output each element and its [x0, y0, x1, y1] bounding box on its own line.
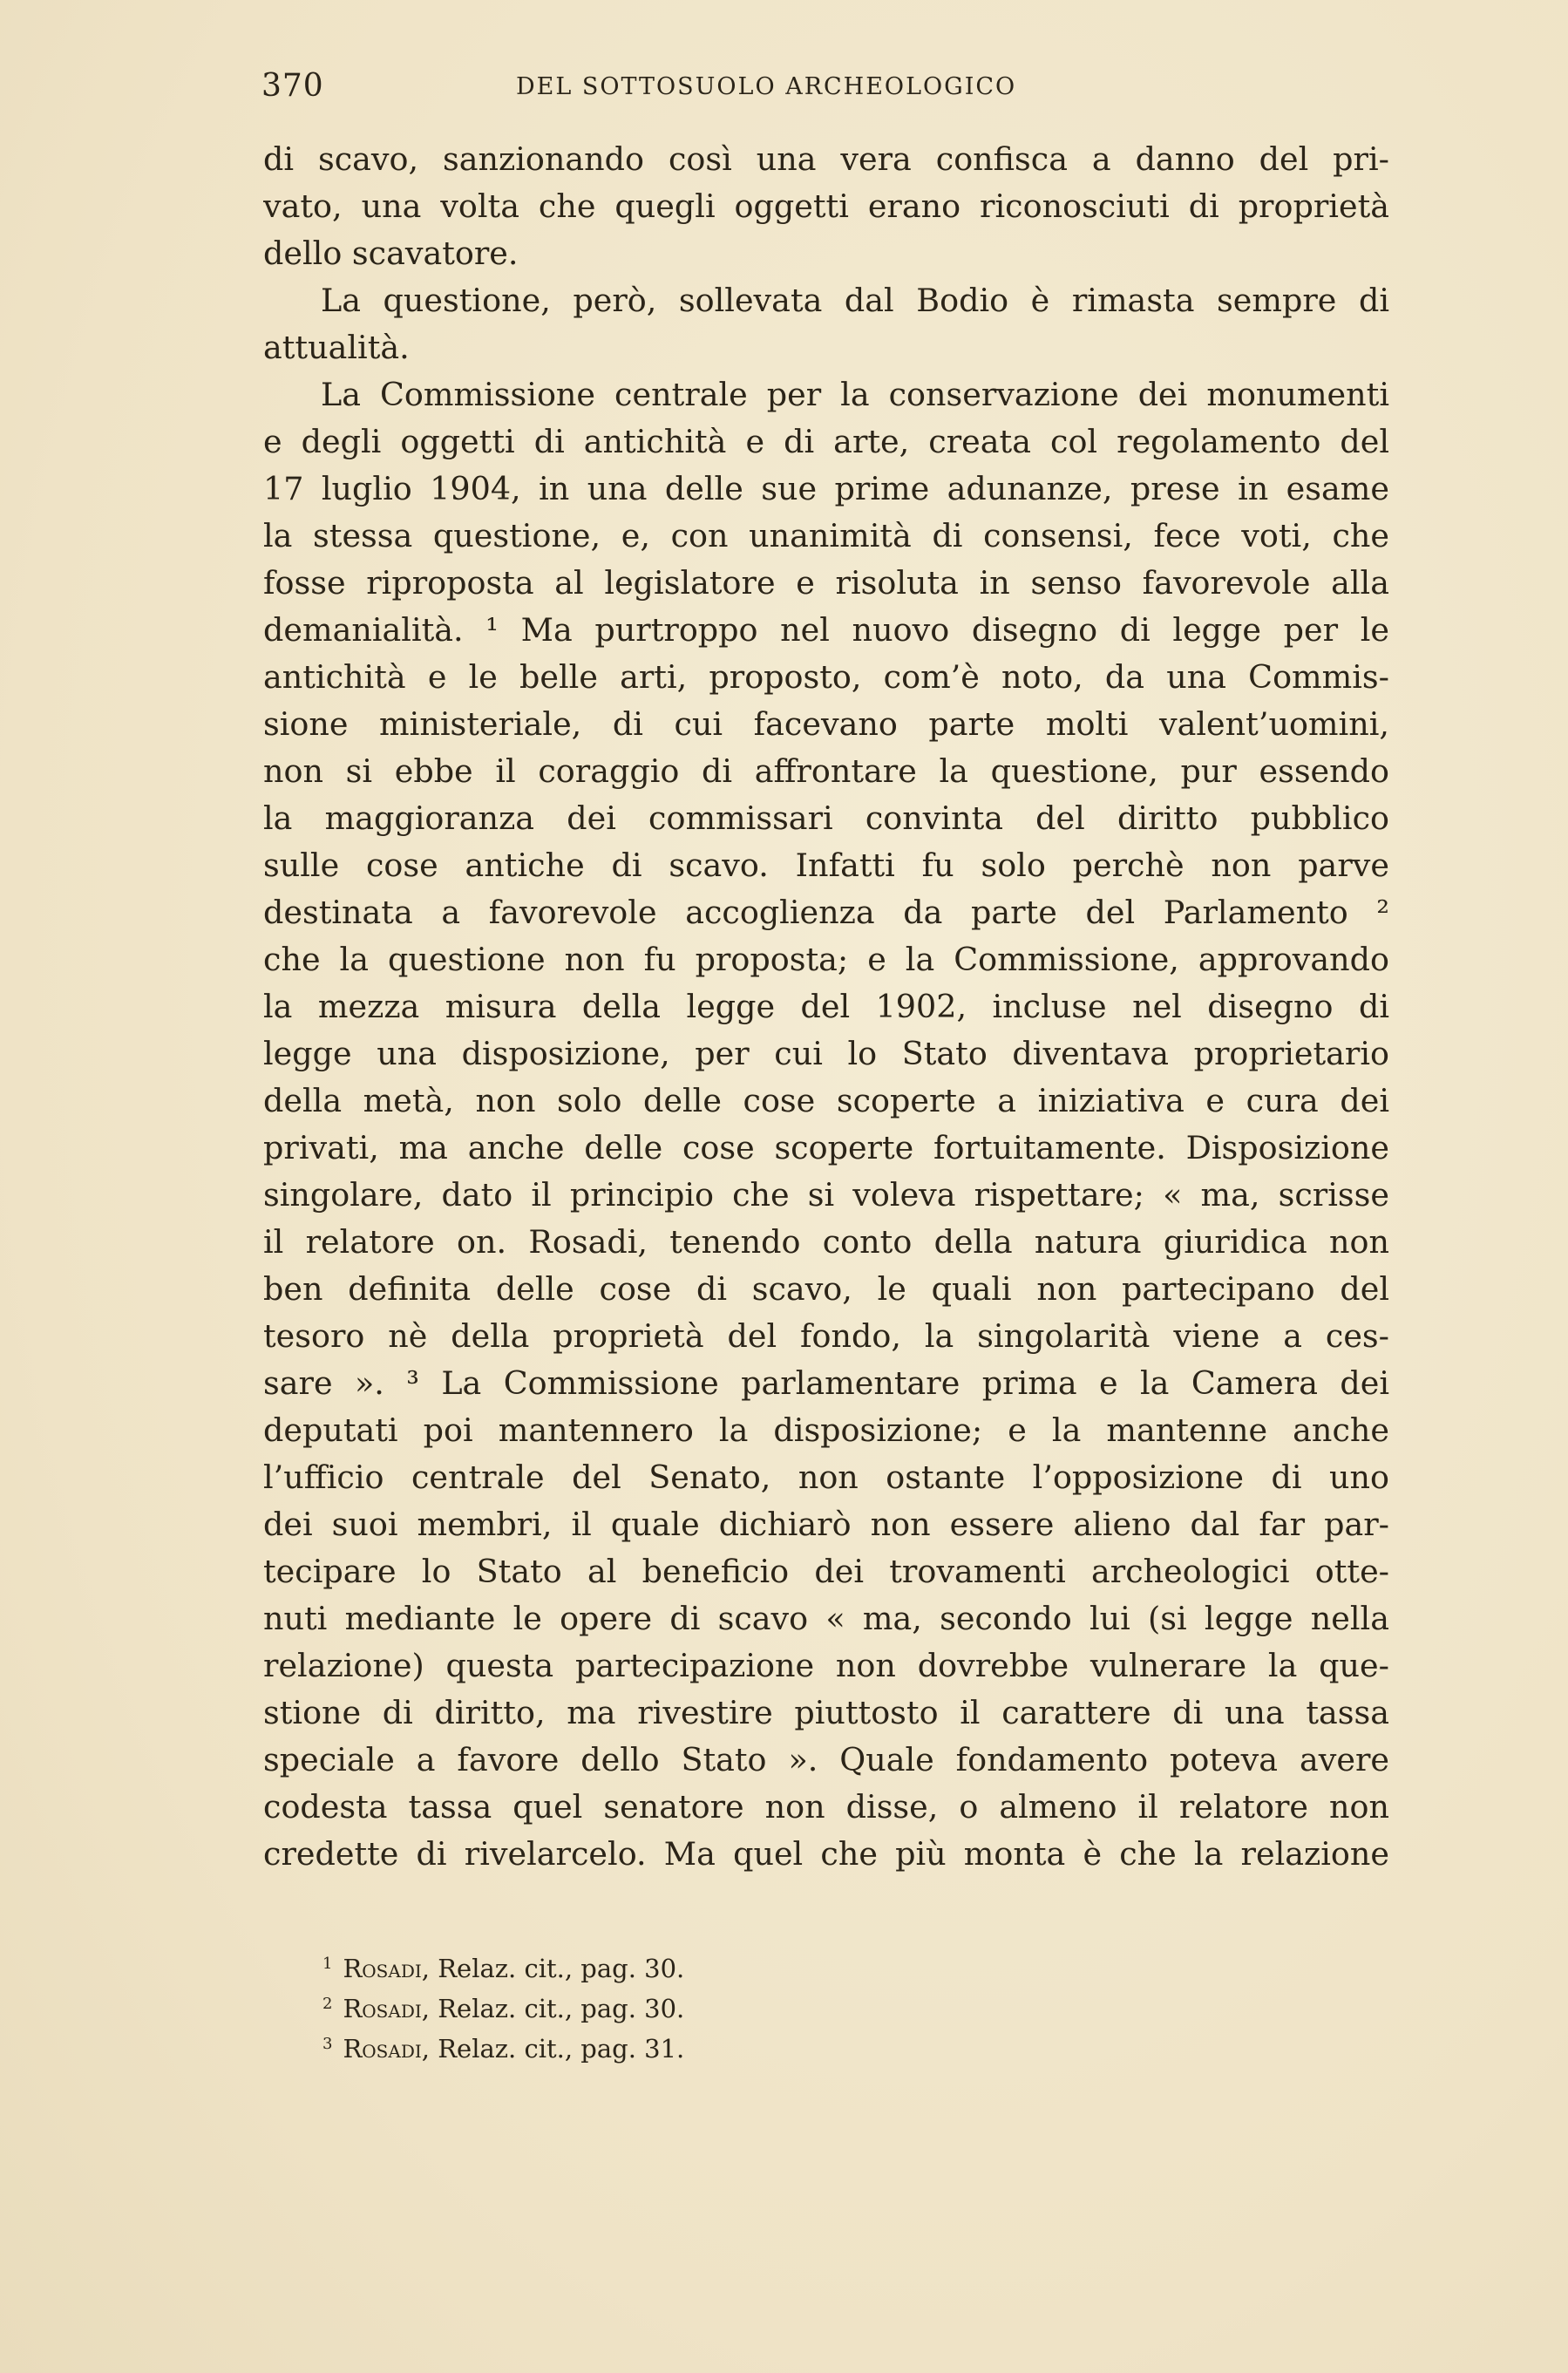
running-title: DEL SOTTOSUOLO ARCHEOLOGICO — [516, 73, 1017, 100]
text-line: che la questione non fu proposta; e la Commissione, approvando — [263, 941, 1389, 978]
footnote-author: Rosadi — [343, 2034, 422, 2064]
page-number: 370 — [261, 68, 324, 104]
text-line: antichità e le belle arti, proposto, com’è noto, da una Commis- — [263, 658, 1389, 696]
text-line: deputati poi mantennero la disposizione; e la mantenne anche — [263, 1411, 1389, 1449]
footnote-text: , Relaz. cit., pag. 30. — [421, 1994, 685, 2023]
text-line: 17 luglio 1904, in una delle sue prime adunanze, prese in esame — [263, 470, 1389, 507]
footnote-author: Rosadi — [343, 1994, 422, 2023]
text-line: e degli oggetti di antichità e di arte, creata col regolamento del — [263, 423, 1389, 460]
page-header — [261, 68, 1395, 112]
footnote-author: Rosadi — [343, 1954, 422, 1983]
text-line: sare ». ³ La Commissione parlamentare prima e la Camera dei — [263, 1364, 1389, 1402]
text-line: La questione, però, sollevata dal Bodio è rimasta sempre di — [321, 282, 1389, 319]
text-line: speciale a favore dello Stato ». Quale fondamento poteva avere — [263, 1741, 1389, 1778]
footnote-mark: 2 — [322, 1995, 333, 2013]
text-line: stione di diritto, ma rivestire piuttosto il carattere di una tassa — [263, 1694, 1389, 1731]
text-line: sione ministeriale, di cui facevano parte molti valent’uomini, — [263, 705, 1389, 743]
text-line: sulle cose antiche di scavo. Infatti fu solo perchè non parve — [263, 847, 1389, 884]
text-line: attualità. — [263, 329, 410, 366]
text-line: vato, una volta che quegli oggetti erano riconosciuti di proprietà — [263, 187, 1389, 225]
footnote-mark: 1 — [322, 1955, 333, 1973]
text-line: la stessa questione, e, con unanimità di consensi, fece voti, che — [263, 517, 1389, 554]
text-line: dei suoi membri, il quale dichiarò non essere alieno dal far par- — [263, 1506, 1389, 1543]
text-line: il relatore on. Rosadi, tenendo conto della natura giuridica non — [263, 1223, 1389, 1261]
text-line: dello scavatore. — [263, 235, 519, 272]
text-line: La Commissione centrale per la conservazione dei monumenti — [321, 376, 1389, 413]
text-line: credette di rivelarcelo. Ma quel che più monta è che la relazione — [263, 1835, 1389, 1873]
text-line: l’ufficio centrale del Senato, non ostante l’opposizione di uno — [263, 1458, 1389, 1496]
footnote — [322, 1944, 933, 1984]
text-line: non si ebbe il coraggio di affrontare la questione, pur essendo — [263, 752, 1389, 790]
body-text — [263, 136, 1389, 1878]
footnote-text: , Relaz. cit., pag. 31. — [421, 2034, 685, 2064]
text-line: nuti mediante le opere di scavo « ma, secondo lui (si legge nella — [263, 1600, 1389, 1637]
text-line: della metà, non solo delle cose scoperte a iniziativa e cura dei — [263, 1082, 1389, 1119]
text-line: fosse riproposta al legislatore e risoluta in senso favorevole alla — [263, 564, 1389, 602]
text-line: di scavo, sanzionando così una vera confisca a danno del pri- — [263, 140, 1389, 178]
text-line: ben definita delle cose di scavo, le quali non partecipano del — [263, 1270, 1389, 1308]
text-line: singolare, dato il principio che si voleva rispettare; « ma, scrisse — [263, 1176, 1389, 1214]
text-line: la maggioranza dei commissari convinta del diritto pubblico — [263, 799, 1389, 837]
text-line: legge una disposizione, per cui lo Stato diventava proprietario — [263, 1035, 1389, 1072]
footnote-mark: 3 — [322, 2035, 333, 2053]
text-line: la mezza misura della legge del 1902, incluse nel disegno di — [263, 988, 1389, 1025]
footnote — [322, 1984, 933, 2024]
text-line: tesoro nè della proprietà del fondo, la singolarità viene a ces- — [263, 1317, 1389, 1355]
footnote-text: , Relaz. cit., pag. 30. — [421, 1954, 685, 1983]
text-line: destinata a favorevole accoglienza da parte del Parlamento ² — [263, 894, 1389, 931]
footnote — [322, 2024, 933, 2064]
text-line: privati, ma anche delle cose scoperte fortuitamente. Disposizione — [263, 1129, 1389, 1166]
text-line: codesta tassa quel senatore non disse, o almeno il relatore non — [263, 1788, 1389, 1826]
text-line: relazione) questa partecipazione non dovrebbe vulnerare la que- — [263, 1647, 1389, 1684]
text-line: demanialità. ¹ Ma purtroppo nel nuovo disegno di legge per le — [263, 611, 1389, 649]
text-line: tecipare lo Stato al beneficio dei trovamenti archeologici otte- — [263, 1553, 1389, 1590]
footnotes — [322, 1944, 933, 2064]
